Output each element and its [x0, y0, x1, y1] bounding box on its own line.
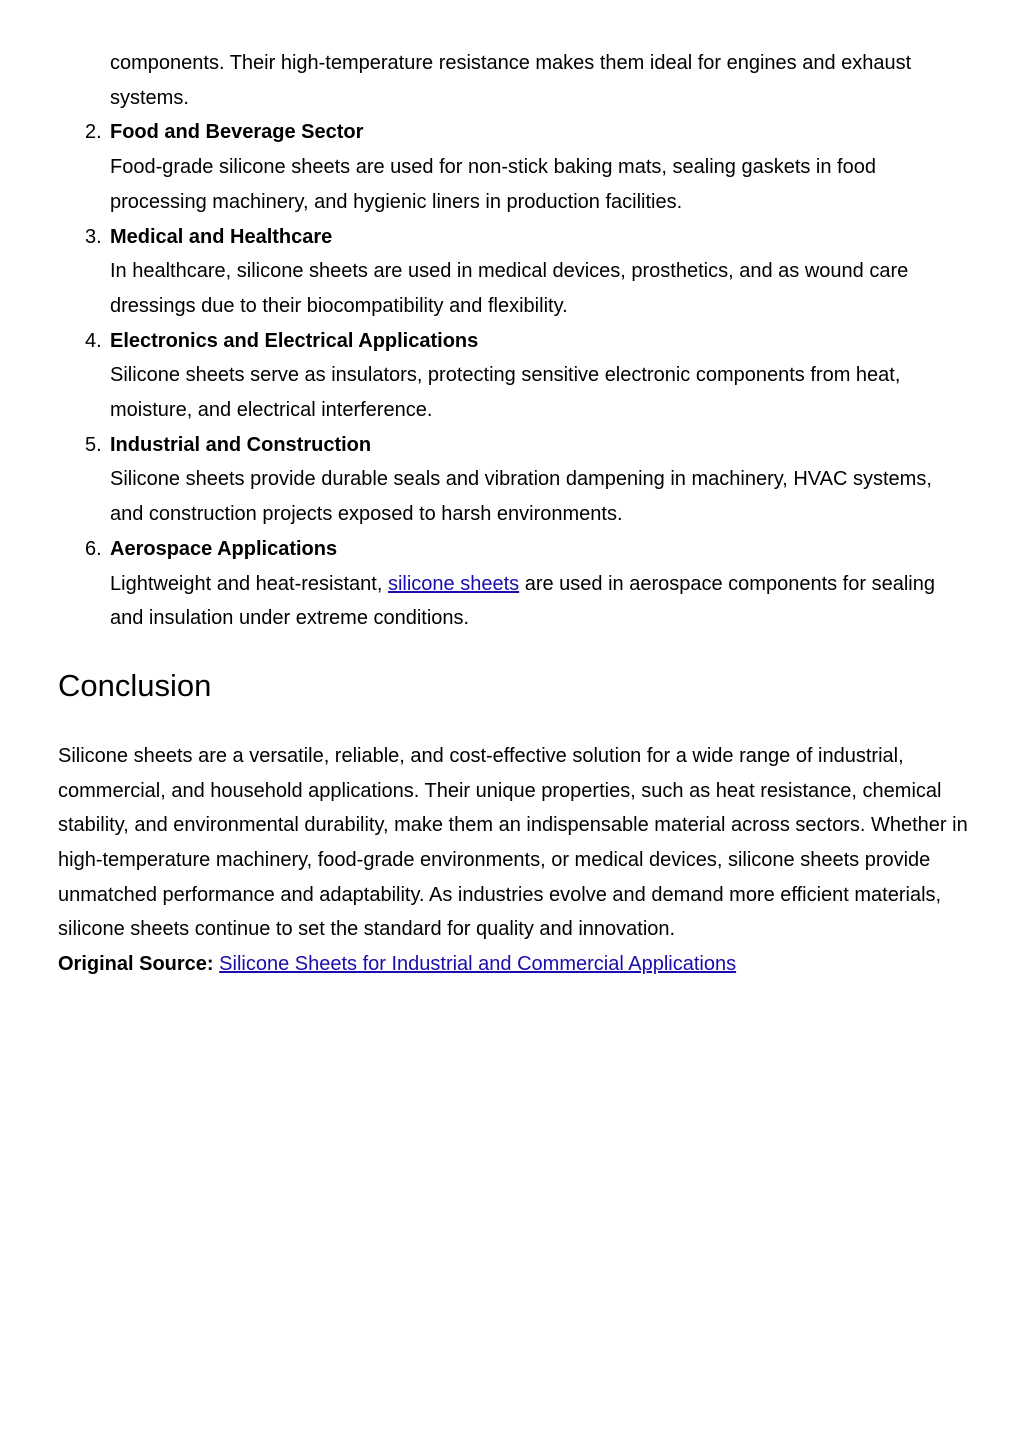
list-item: [58, 324, 968, 428]
conclusion-paragraph: Silicone sheets are a versatile, reliable, and cost-effective solution for a wide range of industrial, commercial, and household applications. Their unique properties, such as heat resistance, chemical stability, and environmental durability, make them an indispensable material across sectors. Whether in high-temperature machinery, food-grade environments, or medical devices, silicone sheets provide unmatched performance and adaptability. As industries evolve and demand more efficient materials, silicone sheets continue to set the standard for quality and innovation.: [58, 744, 968, 941]
list-item-description: Food-grade silicone sheets are used for non-stick baking mats, sealing gaskets in food processing machinery, and hygienic liners in production facilities.: [110, 156, 876, 213]
conclusion-heading: Conclusion: [58, 667, 212, 703]
list-item-description: [110, 567, 968, 636]
applications-list: [58, 115, 968, 636]
list-item-number: 3.: [85, 225, 102, 248]
list-item-title: Industrial and Construction: [110, 433, 372, 456]
list-item-description: Silicone sheets serve as insulators, protecting sensitive electronic components from heat, moisture, and electrical interference.: [110, 364, 901, 422]
document-page: [58, 46, 968, 982]
list-item-description: Silicone sheets provide durable seals and vibration dampening in machinery, HVAC systems, and construction projects exposed to harsh environments.: [110, 468, 932, 526]
description-text-before-link: Lightweight and heat-resistant,: [110, 572, 388, 595]
list-item-number: 6.: [85, 537, 102, 560]
list-item-number: 5.: [85, 433, 102, 456]
list-item-title: Electronics and Electrical Applications: [110, 329, 479, 352]
list-item-title: Medical and Healthcare: [110, 225, 333, 248]
intro-continuation-text: components. Their high-temperature resistance makes them ideal for engines and exhaust systems.: [110, 52, 912, 109]
list-item: [58, 532, 968, 636]
list-item: [58, 428, 968, 532]
original-source-link[interactable]: Silicone Sheets for Industrial and Commercial Applications: [219, 953, 737, 976]
list-item-description: In healthcare, silicone sheets are used in medical devices, prosthetics, and as wound care dressings due to their biocompatibility and flexibility.: [110, 260, 909, 317]
list-item-title: Food and Beverage Sector: [110, 121, 364, 144]
list-item: [58, 220, 968, 324]
list-item: [58, 115, 968, 219]
silicone-sheets-link[interactable]: silicone sheets: [387, 572, 520, 595]
list-item-number: 2.: [85, 121, 102, 144]
list-item-title: Aerospace Applications: [110, 537, 338, 560]
original-source-label: Original Source:: [58, 953, 214, 976]
list-item-number: 4.: [85, 329, 102, 352]
original-source-line: [58, 947, 968, 982]
description-text-after-link: are used in aerospace components for sealing and insulation under extreme conditions.: [110, 572, 935, 630]
